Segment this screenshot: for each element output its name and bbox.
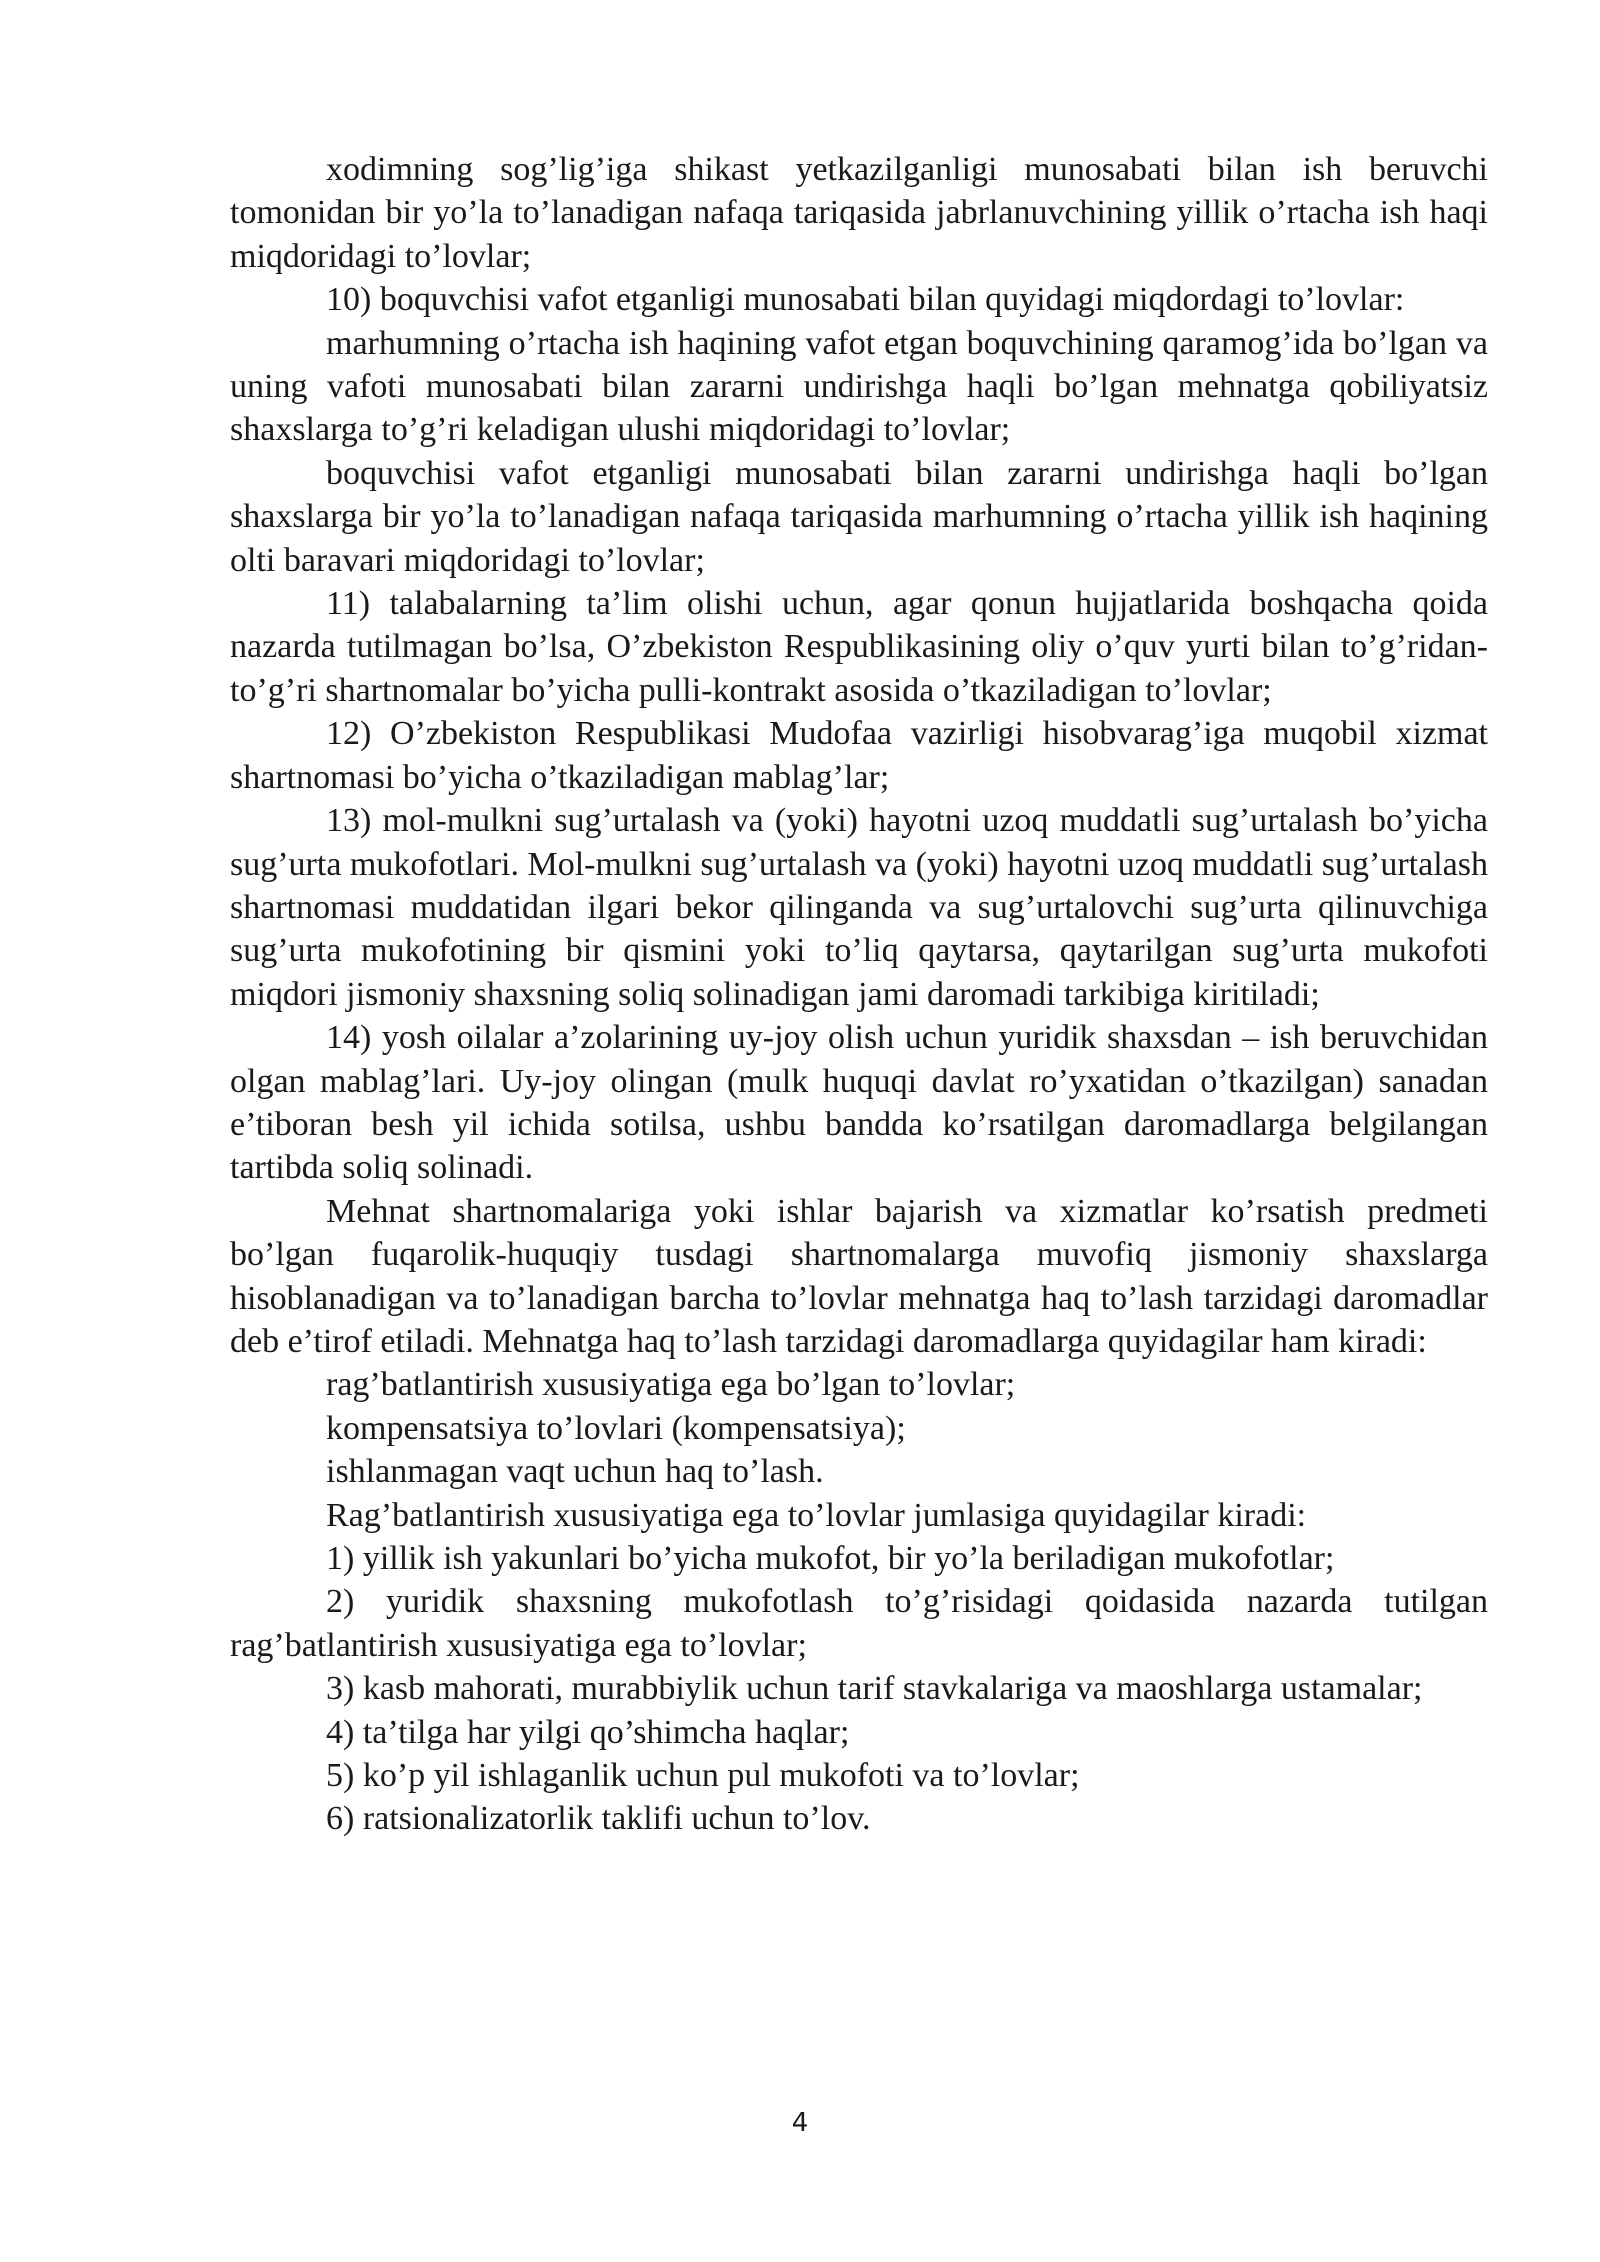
paragraph: 1) yillik ish yakunlari bo’yicha mukofot, bir yo’la beriladigan mukofotlar; bbox=[326, 1540, 1335, 1577]
paragraph: boquvchisi vafot etganligi munosabati bilan zararni undirishga haqli bo’lgan shaxslarga bir yo’la to’lanadigan nafaqa tariqasida marhumning o’rtacha yillik ish haqining olti baravari miqdoridagi to’lovlar; bbox=[230, 454, 1488, 579]
paragraph: ishlanmagan vaqt uchun haq to’lash. bbox=[326, 1453, 824, 1491]
paragraph: kompensatsiya to’lovlari (kompensatsiya); bbox=[326, 1409, 906, 1447]
paragraph: Mehnat shartnomalariga yoki ishlar bajarish va xizmatlar ko’rsatish predmeti bo’lgan fuqarolik-huquqiy tusdagi shartnomalarga muvofiq jismoniy shaxslarga hisoblanadigan va to’lanadigan barcha to’lovlar mehnatga haq to’lash tarzidagi daromadlar deb e’tirof etiladi. Mehnatga haq to’lash tarzidagi daromadlarga quyidagilar ham kiradi: bbox=[230, 1192, 1488, 1360]
paragraph: 5) ko’p yil ishlaganlik uchun pul mukofoti va to’lovlar; bbox=[326, 1757, 1080, 1795]
paragraph: 2) yuridik shaxsning mukofotlash to’g’risidagi qoidasida nazarda tutilgan rag’batlantirish xususiyatiga ega to’lovlar; bbox=[230, 1583, 1488, 1664]
paragraph: 3) kasb mahorati, murabbiylik uchun tarif stavkalariga va maoshlarga ustamalar; bbox=[326, 1670, 1423, 1708]
paragraph: Rag’batlantirish xususiyatiga ega to’lovlar jumlasiga quyidagilar kiradi: bbox=[326, 1496, 1307, 1534]
paragraph: xodimning sog’lig’iga shikast yetkazilganligi munosabati bilan ish beruvchi tomonidan bir yo’la to’lanadigan nafaqa tariqasida jabrlanuvchining yillik o’rtacha ish haqi miqdoridagi to’lovlar; bbox=[230, 151, 1488, 275]
paragraph: 6) ratsionalizatorlik taklifi uchun to’lov. bbox=[326, 1800, 871, 1838]
paragraph: marhumning o’rtacha ish haqining vafot etgan boquvchining qaramog’ida bo’lgan va uning vafoti munosabati bilan zararni undirishga haqli bo’lgan mehnatga qobiliyatsiz shaxslarga to’g’ri keladigan ulushi miqdoridagi to’lovlar; bbox=[230, 324, 1488, 449]
paragraph: 13) mol-mulkni sug’urtalash va (yoki) hayotni uzoq muddatli sug’urtalash bo’yicha sug’urta mukofotlari. Mol-mulkni sug’urtalash va (yoki) hayotni uzoq muddatli sug’urtalash shartnomasi muddatidan ilgari bekor qilinganda va sug’urtalovchi sug’urta qilinuvchiga sug’urta mukofotining bir qismini yoki to’liq qaytarsa, qaytarilgan sug’urta mukofoti miqdori jismoniy shaxsning soliq solinadigan jami daromadi tarkibiga kiritiladi; bbox=[230, 802, 1488, 1013]
paragraph: rag’batlantirish xususiyatiga ega bo’lgan to’lovlar; bbox=[326, 1366, 1016, 1404]
document-body bbox=[230, 148, 1488, 1841]
page-number: 4 bbox=[791, 2108, 809, 2138]
paragraph: 10) boquvchisi vafot etganligi munosabati bilan quyidagi miqdordagi to’lovlar: bbox=[326, 281, 1405, 319]
paragraph: 4) ta’tilga har yilgi qo’shimcha haqlar; bbox=[326, 1713, 850, 1751]
paragraph: 11) talabalarning ta’lim olishi uchun, agar qonun hujjatlarida boshqacha qoida nazarda tutilmagan bo’lsa, O’zbekiston Respublikasining oliy o’quv yurti bilan to’g’ridan-to’g’ri shartnomalar bo’yicha pulli-kontrakt asosida o’tkaziladigan to’lovlar; bbox=[230, 585, 1488, 709]
paragraph: 14) yosh oilalar a’zolarining uy-joy olish uchun yuridik shaxsdan – ish beruvchidan olgan mablag’lari. Uy-joy olingan (mulk huquqi davlat ro’yxatidan o’tkazilgan) sanadan e’tiboran besh yil ichida sotilsa, ushbu bandda ko’rsatilgan daromadlarga belgilangan tartibda soliq solinadi. bbox=[230, 1019, 1488, 1187]
paragraph: 12) O’zbekiston Respublikasi Mudofaa vazirligi hisobvarag’iga muqobil xizmat shartnomasi bo’yicha o’tkaziladigan mablag’lar; bbox=[230, 715, 1488, 796]
